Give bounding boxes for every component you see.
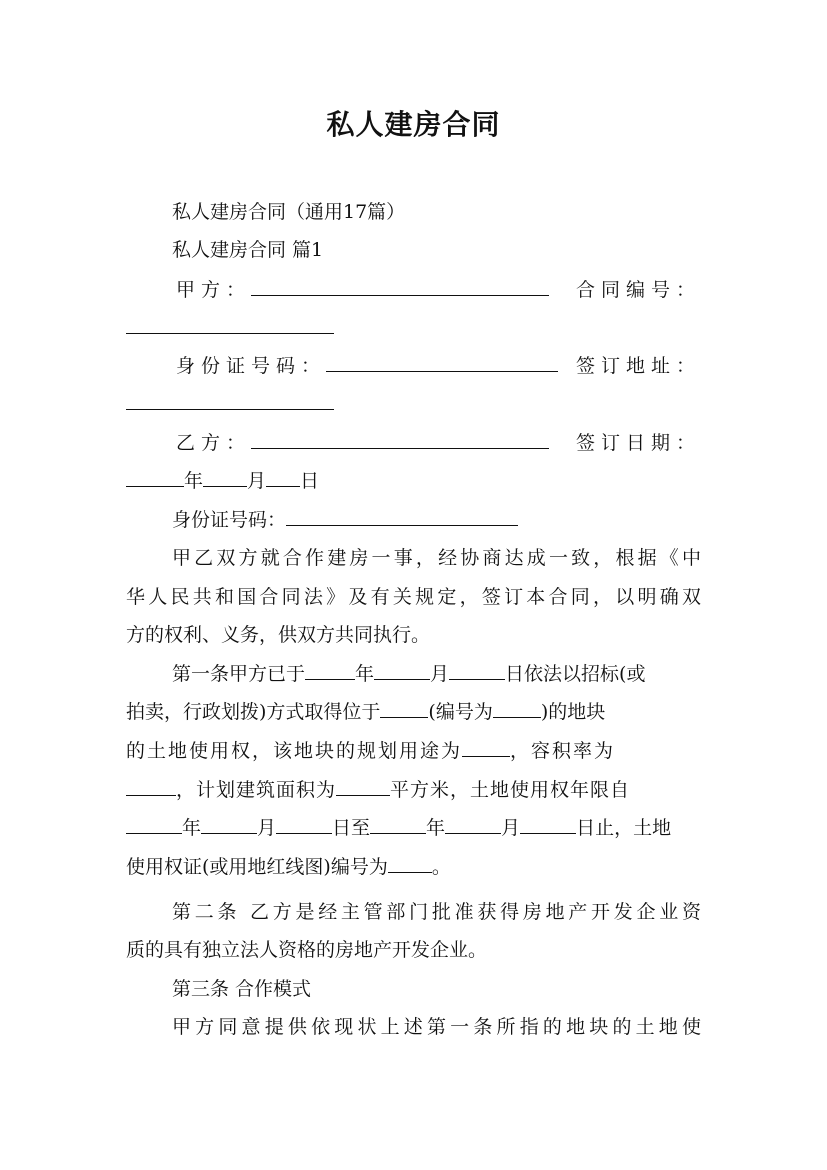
party-a-blank: [251, 277, 549, 296]
para1-line2: 华人民共和国合同法》及有关规定，签订本合同，以明确双: [126, 586, 701, 608]
month-blank: [203, 468, 247, 487]
a1-text: 第一条甲方已于: [172, 663, 306, 685]
document-title: 私人建房合同: [326, 108, 501, 141]
sign-place-label: 签订地址：: [575, 355, 701, 377]
year-blank: [126, 468, 184, 487]
article1-line6: [126, 853, 701, 881]
sign-date-row: [126, 467, 701, 495]
para1-line3: 方的权利、义务，供双方共同执行。: [126, 624, 431, 646]
contract-no-label: 合同编号：: [575, 279, 701, 301]
day-blank: [266, 468, 300, 487]
a1-text: 使用权证(或用地红线图)编号为: [126, 856, 388, 878]
article2-line1: 第二条 乙方是经主管部门批准获得房地产开发企业资: [172, 901, 701, 923]
a1-blank: [520, 815, 576, 834]
a1-blank-location: [380, 699, 428, 718]
a1-text: 月: [501, 817, 521, 839]
a1-text: 日至: [332, 817, 371, 839]
sign-date-label: 签订日期：: [575, 432, 701, 454]
party-a-row: [176, 276, 701, 304]
id-b-blank: [286, 507, 518, 526]
section-heading: 私人建房合同 篇1: [172, 239, 324, 261]
a1-blank: [370, 815, 426, 834]
contract-no-blank: [126, 315, 334, 334]
a1-blank-area: [336, 777, 390, 796]
para1-line1: 甲乙双方就合作建房一事，经协商达成一致，根据《中: [172, 547, 701, 569]
party-b-row: [176, 429, 701, 457]
a1-text: 日止，土地: [576, 817, 672, 839]
a1-blank: [276, 815, 332, 834]
contract-no-row: [126, 314, 701, 342]
a1-blank-year: [305, 661, 355, 680]
a1-blank: [201, 815, 257, 834]
a1-blank: [126, 815, 182, 834]
party-b-blank: [251, 430, 549, 449]
article1-line2: [126, 698, 701, 726]
id-blank: [326, 353, 558, 372]
sign-place-blank: [126, 391, 334, 410]
a1-text: (编号为: [428, 701, 493, 723]
a1-blank-cert: [388, 854, 432, 873]
id-row: [176, 352, 701, 380]
a1-text: 年: [355, 663, 375, 685]
a1-text: 年: [182, 817, 202, 839]
article3-heading: 第三条 合作模式: [172, 978, 312, 1000]
sign-place-row: [126, 390, 701, 418]
a1-text: )的地块: [540, 701, 606, 723]
a1-blank-ratio: [126, 777, 176, 796]
party-b-label: 乙方：: [176, 432, 252, 454]
article1-line5: [126, 814, 701, 842]
day-label: 日: [300, 470, 320, 492]
year-label: 年: [184, 470, 204, 492]
a1-text: 日依法以招标(或: [505, 663, 646, 685]
a1-blank: [445, 815, 501, 834]
article1-line3: [126, 737, 701, 765]
article3-line1: 甲方同意提供依现状上述第一条所指的地块的土地使: [172, 1016, 701, 1038]
month-label: 月: [247, 470, 267, 492]
a1-text: ，容积率为: [510, 740, 616, 762]
party-a-label: 甲方：: [176, 279, 252, 301]
a1-text: 拍卖，行政划拨)方式取得位于: [126, 701, 381, 723]
article2-line2: 质的具有独立法人资格的房地产开发企业。: [126, 939, 488, 961]
a1-text: 。: [431, 856, 451, 878]
a1-text: 平方米，土地使用权年限自: [390, 779, 631, 801]
a1-text: 月: [430, 663, 450, 685]
a1-text: 的土地使用权，该地块的规划用途为: [126, 740, 463, 762]
a1-blank-use: [462, 738, 510, 757]
id-b-label: 身份证号码：: [172, 509, 287, 531]
id-b-row: [172, 506, 701, 534]
a1-text: 年: [426, 817, 446, 839]
a1-blank-month: [374, 661, 430, 680]
article1-line1: [172, 660, 701, 688]
a1-blank-day: [449, 661, 505, 680]
a1-text: ，计划建筑面积为: [176, 779, 337, 801]
a1-text: 月: [257, 817, 277, 839]
a1-blank-number: [493, 699, 541, 718]
article1-line4: [126, 776, 701, 804]
subtitle: 私人建房合同（通用17篇）: [172, 201, 406, 223]
id-label: 身份证号码：: [176, 355, 327, 377]
